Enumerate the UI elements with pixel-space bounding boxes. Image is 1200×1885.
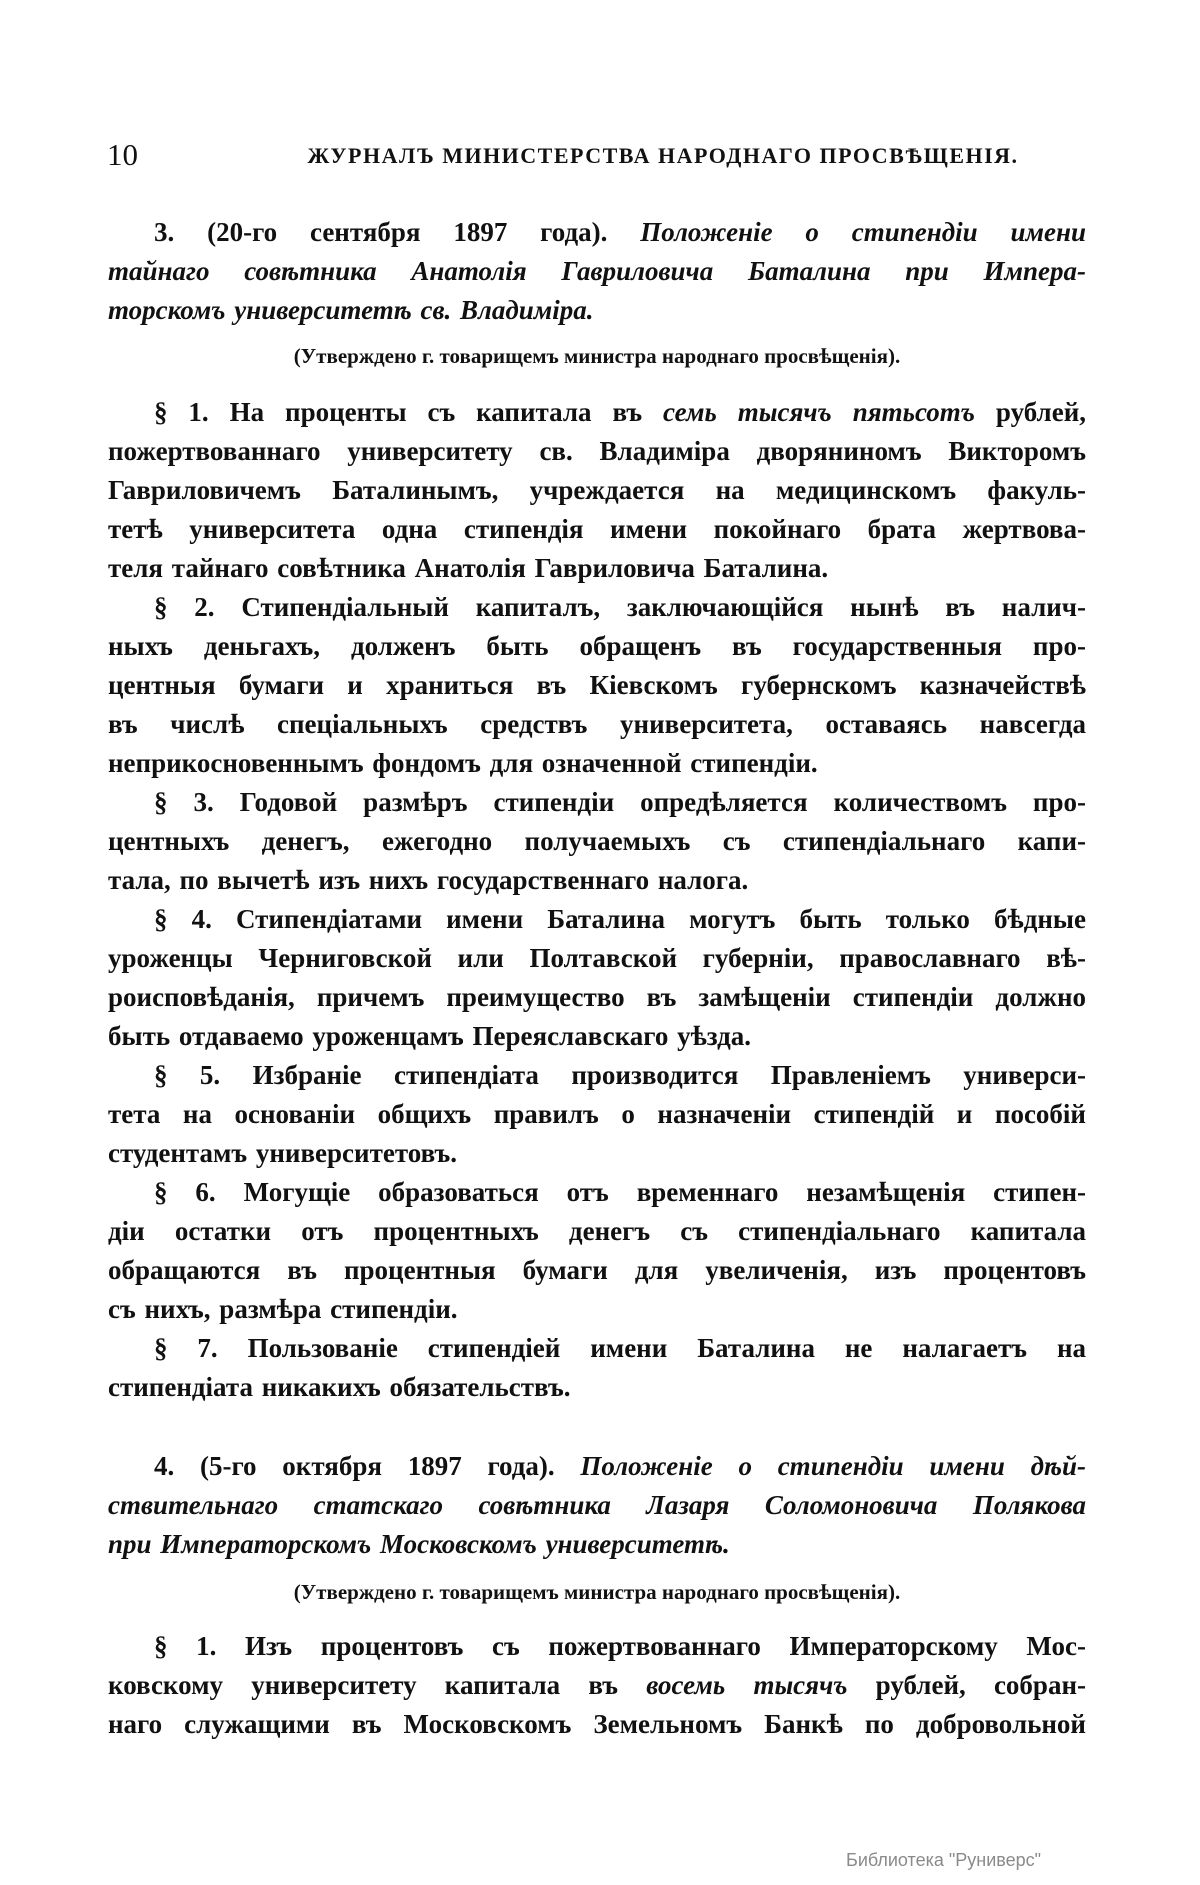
- text-segment: ковскому университету капитала въ: [108, 1670, 647, 1700]
- italic-text: восемь тысячъ: [646, 1670, 848, 1700]
- text-segment: § 5. Избраніе стипендіата производится Правленіемъ универси-: [154, 1060, 1086, 1090]
- paragraph: [108, 588, 1086, 783]
- paragraph: [108, 1173, 1086, 1329]
- text-line: [108, 1017, 1086, 1056]
- italic-text: торскомъ университетѣ св. Владиміра.: [108, 295, 594, 325]
- text-segment: теля тайнаго совѣтника Анатолія Гавриловича Баталина.: [108, 553, 829, 583]
- text-line: [108, 588, 1086, 627]
- text-line: [108, 666, 1086, 705]
- text-line: [108, 1095, 1086, 1134]
- running-header: [107, 137, 1086, 177]
- italic-text: ствительнаго статскаго совѣтника Лазаря Соломоновича Полякова: [108, 1490, 1086, 1520]
- italic-text: тайнаго совѣтника Анатолія Гавриловича Баталина при Импера-: [108, 256, 1086, 286]
- text-line: [108, 1056, 1086, 1095]
- text-segment: студентамъ университетовъ.: [108, 1138, 457, 1168]
- text-line: [108, 213, 1086, 252]
- section-4-approval: (Утверждено г. товарищемъ министра народнаго просвѣщенія).: [293, 1580, 901, 1604]
- text-segment: тета на основаніи общихъ правилъ о назначеніи стипендій и пособій: [108, 1099, 1086, 1129]
- text-line: [108, 1251, 1086, 1290]
- text-segment: быть отдаваемо уроженцамъ Переяславскаго уѣзда.: [108, 1021, 752, 1051]
- paragraph: [108, 900, 1086, 1056]
- paragraph: [108, 1627, 1086, 1744]
- text-segment: рублей, собран-: [847, 1670, 1086, 1700]
- text-segment: тала, по вычетѣ изъ нихъ государственнаго налога.: [108, 865, 749, 895]
- text-line: [108, 1627, 1086, 1666]
- text-line: [108, 744, 1086, 783]
- text-segment: съ нихъ, размѣра стипендіи.: [108, 1294, 458, 1324]
- text-segment: § 4. Стипендіатами имени Баталина могутъ быть только бѣдные: [154, 904, 1086, 934]
- text-segment: обращаются въ процентныя бумаги для увеличенія, изъ процентовъ: [108, 1255, 1086, 1285]
- text-segment: 4. (5-го октября 1897 года).: [154, 1451, 581, 1481]
- text-segment: діи остатки отъ процентныхъ денегъ съ стипендіальнаго капитала: [108, 1216, 1086, 1246]
- text-line: [108, 822, 1086, 861]
- text-segment: тетѣ университета одна стипендія имени покойнаго брата жертвова-: [108, 514, 1086, 544]
- text-segment: стипендіата никакихъ обязательствъ.: [108, 1372, 571, 1402]
- text-segment: центныя бумаги и храниться въ Кіевскомъ губернскомъ казначействѣ: [108, 670, 1086, 700]
- text-line: [108, 291, 1086, 330]
- text-line: [108, 627, 1086, 666]
- text-segment: ныхъ деньгахъ, долженъ быть обращенъ въ государственныя про-: [108, 631, 1086, 661]
- text-line: [108, 471, 1086, 510]
- text-line: [108, 1447, 1086, 1486]
- section-3-title: [108, 213, 1086, 330]
- library-watermark: Библиотека "Руниверс": [846, 1850, 1042, 1870]
- section-4-title: [108, 1447, 1086, 1564]
- section-3-approval: (Утверждено г. товарищемъ министра народнаго просвѣщенія).: [293, 344, 901, 368]
- text-segment: § 1. На проценты съ капитала въ: [154, 397, 664, 427]
- text-line: [108, 900, 1086, 939]
- paragraph: [108, 393, 1086, 588]
- text-line: [108, 861, 1086, 900]
- text-segment: пожертвованнаго университету св. Владиміра дворяниномъ Викторомъ: [108, 436, 1086, 466]
- text-line: [108, 1368, 1086, 1407]
- text-segment: роисповѣданія, причемъ преимущество въ замѣщеніи стипендіи должно: [108, 982, 1086, 1012]
- text-segment: въ числѣ спеціальныхъ средствъ университета, оставаясь навсегда: [108, 709, 1086, 739]
- text-segment: § 1. Изъ процентовъ съ пожертвованнаго Императорскому Мос-: [154, 1631, 1086, 1661]
- paragraph: [108, 1056, 1086, 1173]
- section-3-body: [108, 393, 1086, 1407]
- text-line: [108, 393, 1086, 432]
- text-line: [108, 1705, 1086, 1744]
- italic-text: семь тысячъ пятьсотъ: [663, 397, 975, 427]
- text-line: [108, 1329, 1086, 1368]
- text-line: [108, 1173, 1086, 1212]
- text-line: [108, 1666, 1086, 1705]
- text-line: [108, 432, 1086, 471]
- text-segment: уроженцы Черниговской или Полтавской губерніи, православнаго вѣ-: [108, 943, 1086, 973]
- text-segment: неприкосновеннымъ фондомъ для означенной стипендіи.: [108, 748, 818, 778]
- italic-text: Положеніе о стипендіи имени: [640, 217, 1086, 247]
- text-line: [108, 549, 1086, 588]
- text-line: [108, 978, 1086, 1017]
- text-line: [108, 1212, 1086, 1251]
- text-line: [108, 1525, 1086, 1564]
- text-line: [108, 510, 1086, 549]
- text-segment: § 3. Годовой размѣръ стипендіи опредѣляется количествомъ про-: [154, 787, 1086, 817]
- journal-title: ЖУРНАЛЪ МИНИСТЕРСТВА НАРОДНАГО ПРОСВѢЩЕНІЯ.: [307, 143, 1019, 168]
- italic-text: при Императорскомъ Московскомъ университетѣ.: [108, 1529, 730, 1559]
- text-segment: центныхъ денегъ, ежегодно получаемыхъ съ стипендіальнаго капи-: [108, 826, 1086, 856]
- italic-text: Положеніе о стипендіи имени дѣй-: [580, 1451, 1086, 1481]
- text-line: [108, 939, 1086, 978]
- text-line: [108, 705, 1086, 744]
- section-4-body: [108, 1627, 1086, 1744]
- text-segment: § 6. Могущіе образоваться отъ временнаго незамѣщенія стипен-: [154, 1177, 1086, 1207]
- text-segment: наго служащими въ Московскомъ Земельномъ Банкѣ по добровольной: [108, 1709, 1086, 1739]
- paragraph: [108, 783, 1086, 900]
- text-line: [108, 1134, 1086, 1173]
- page-number: 10: [107, 137, 138, 172]
- text-segment: § 7. Пользованіе стипендіей имени Баталина не налагаетъ на: [154, 1333, 1086, 1363]
- paragraph: [108, 1329, 1086, 1407]
- text-segment: Гавриловичемъ Баталинымъ, учреждается на медицинскомъ факуль-: [108, 475, 1086, 505]
- text-segment: 3. (20-го сентября 1897 года).: [154, 217, 641, 247]
- text-segment: рублей,: [975, 397, 1086, 427]
- text-line: [108, 783, 1086, 822]
- text-line: [108, 252, 1086, 291]
- text-line: [108, 1290, 1086, 1329]
- text-line: [108, 1486, 1086, 1525]
- text-segment: § 2. Стипендіальный капиталъ, заключающійся нынѣ въ налич-: [154, 592, 1086, 622]
